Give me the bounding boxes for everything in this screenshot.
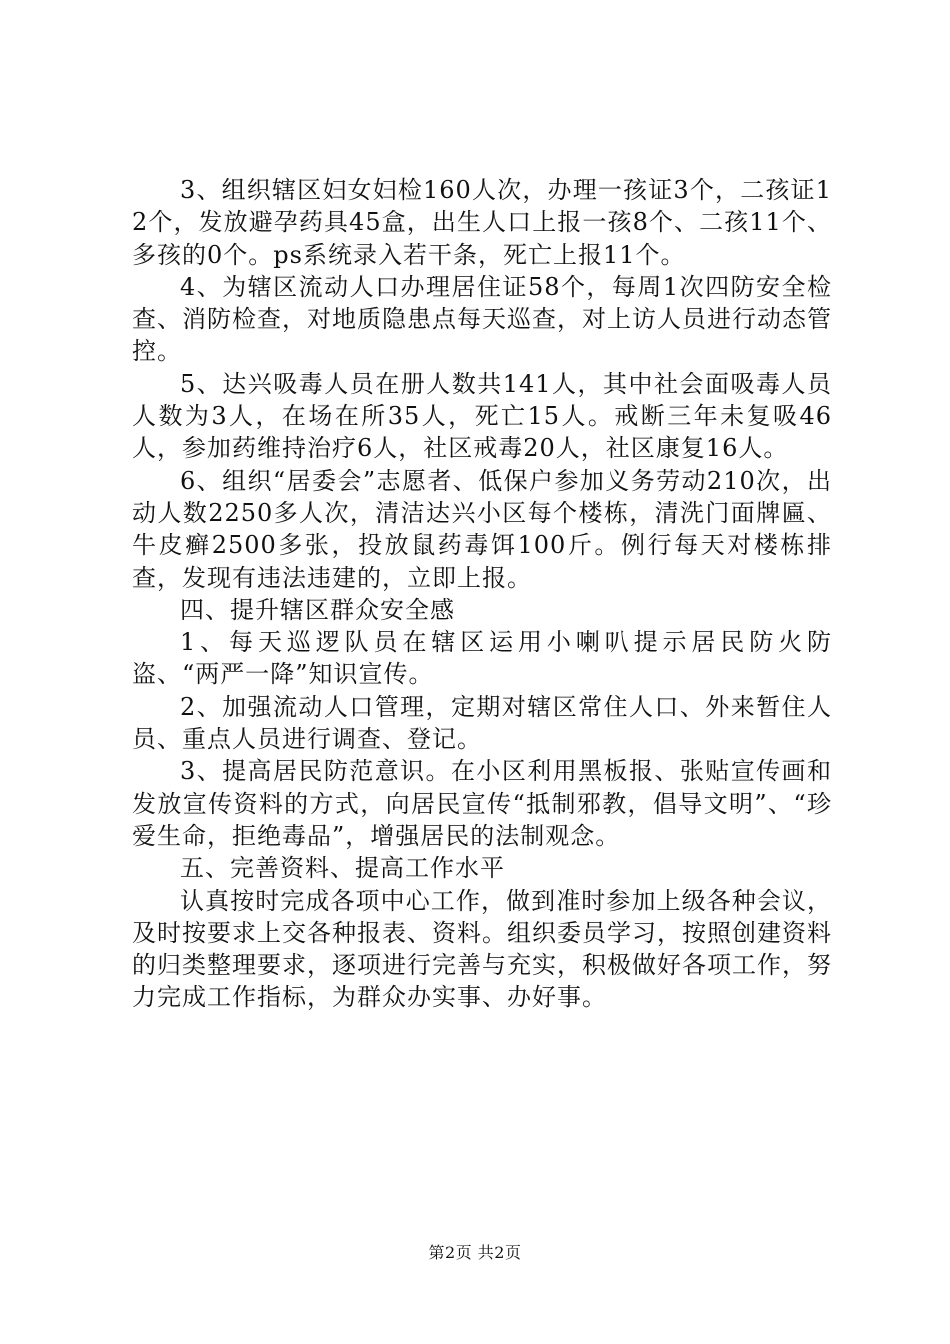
paragraph-section-5-body: 认真按时完成各项中心工作，做到准时参加上级各种会议，及时按要求上交各种报表、资料。组织委员学习，按照创建资料的归类整理要求，逐项进行完善与充实，积极做好各项工作，努力完成工作指标，为群众办实事、办好事。 xyxy=(132,886,832,1012)
section-heading-5: 五、完善资料、提高工作水平 xyxy=(180,854,505,883)
page-number: 第2页 共2页 xyxy=(428,1243,522,1262)
paragraph-item-5: 5、达兴吸毒人员在册人数共141人，其中社会面吸毒人员人数为3人，在场在所35人，死亡15人。戒断三年未复吸46人，参加药维持治疗6人，社区戒毒20人，社区康复16人。 xyxy=(132,369,832,463)
page-footer xyxy=(0,1243,950,1263)
paragraph-item-4: 4、为辖区流动人口办理居住证58个，每周1次四防安全检查、消防检查，对地质隐患点每天巡查，对上访人员进行动态管控。 xyxy=(132,272,832,366)
section-heading-4: 四、提升辖区群众安全感 xyxy=(180,595,455,624)
document-body xyxy=(132,174,832,1014)
paragraph-item-3: 3、组织辖区妇女妇检160人次，办理一孩证3个，二孩证12个，发放避孕药具45盒，出生人口上报一孩8个、二孩11个、多孩的0个。ps系统录入若干条，死亡上报11个。 xyxy=(132,176,832,269)
paragraph-item-4-2: 2、加强流动人口管理，定期对辖区常住人口、外来暂住人员、重点人员进行调查、登记。 xyxy=(132,692,832,754)
paragraph-item-6: 6、组织“居委会”志愿者、低保户参加义务劳动210次，出动人数2250多人次，清洁达兴小区每个楼栋，清洗门面牌匾、牛皮癣2500多张，投放鼠药毒饵100斤。例行每天对楼栋排查，发现有违法违建的，立即上报。 xyxy=(132,466,832,592)
paragraph-item-4-3: 3、提高居民防范意识。在小区利用黑板报、张贴宣传画和发放宣传资料的方式，向居民宣传“抵制邪教，倡导文明”、“珍爱生命，拒绝毒品”，增强居民的法制观念。 xyxy=(132,757,832,850)
paragraph-item-4-1: 1、每天巡逻队员在辖区运用小喇叭提示居民防火防盗、“两严一降”知识宣传。 xyxy=(132,628,832,689)
